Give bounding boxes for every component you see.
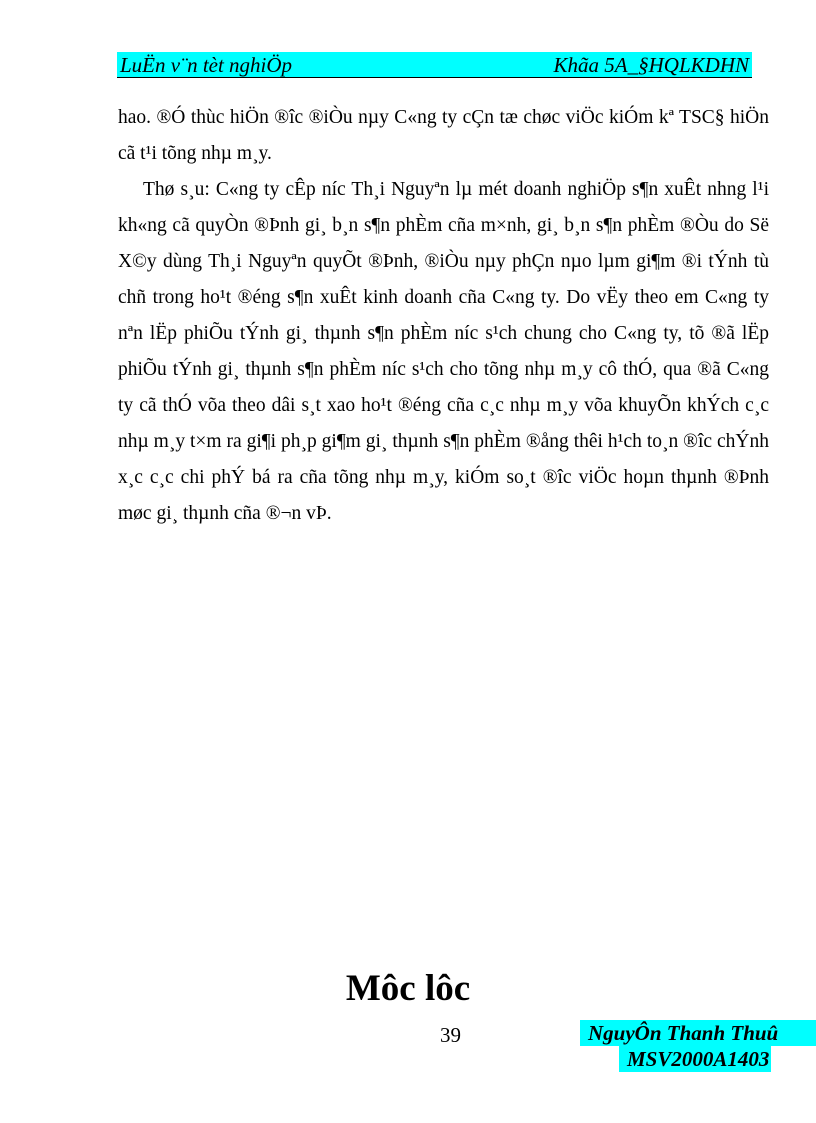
body-text: [118, 100, 769, 532]
table-of-contents-title: Môc lôc: [345, 968, 471, 1009]
paragraph-1: hao. ®Ó thùc hiÖn ®îc ®iÒu nµy C«ng ty cÇn tæ chøc viÖc kiÓm kª TSC§ hiÖn cã t¹i tõng nhµ m¸y.: [118, 107, 769, 164]
course-code: Khãa 5A_§HQLKDHN: [553, 53, 749, 77]
author-name: NguyÔn Thanh Thuû: [580, 1020, 816, 1046]
paragraph-2: Thø s¸u: C«ng ty cÊp níc Th¸i Nguyªn lµ mét doanh nghiÖp s¶n xuÊt nhng l¹i kh«ng cã quyÒn ®Þnh gi¸ b¸n s¶n phÈm cña m×nh, gi¸ b¸n s¶n phÈm ®Òu do Së X©y dùng Th¸i Nguyªn quyÕt ®Þnh, ®iÒu nµy phÇn nµo lµm gi¶m ®i tÝnh tù chñ trong ho¹t ®éng s¶n xuÊt kinh doanh cña C«ng ty. Do vËy theo em C«ng ty nªn lËp phiÕu tÝnh gi¸ thµnh s¶n phÈm níc s¹ch chung cho C«ng ty, tõ ®ã lËp phiÕu tÝnh gi¸ thµnh s¶n phÈm níc s¹ch cho tõng nhµ m¸y cô thÓ, qua ®ã C«ng ty cã thÓ võa theo dâi s¸t xao ho¹t ®éng cña c¸c nhµ m¸y võa khuyÕn khÝch c¸c nhµ m¸y t×m ra gi¶i ph¸p gi¶m gi¸ thµnh s¶n phÈm ®ång thêi h¹ch to¸n ®îc chÝnh x¸c c¸c chi phÝ bá ra cña tõng nhµ m¸y, kiÓm so¸t ®îc viÖc hoµn thµnh ®Þnh møc gi¸ thµnh cña ®¬n vÞ.: [118, 179, 769, 524]
student-id: MSV2000A1403: [619, 1046, 771, 1072]
thesis-title: LuËn v¨n tèt nghiÖp: [120, 53, 293, 77]
page-number: 39: [440, 1023, 461, 1047]
page-header: [117, 52, 752, 78]
